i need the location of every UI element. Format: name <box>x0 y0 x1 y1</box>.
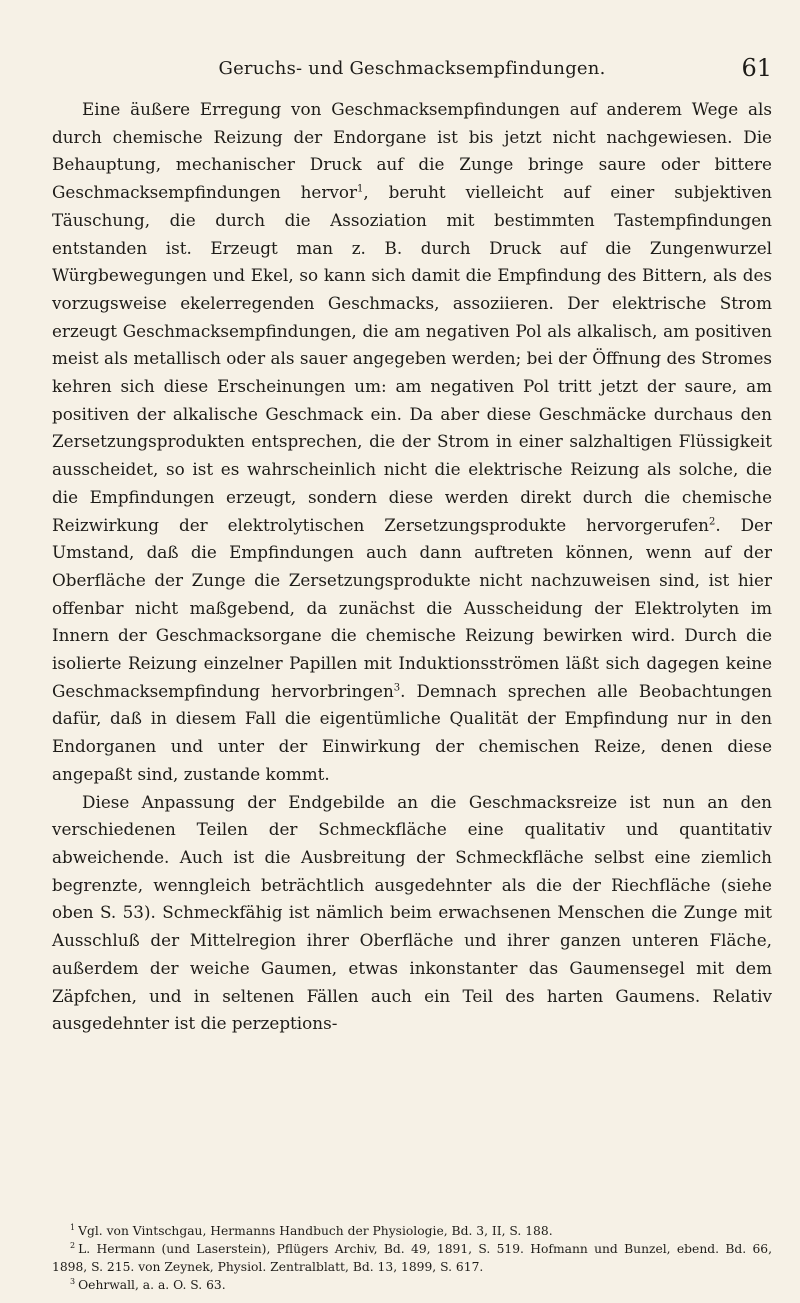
footnote-divider <box>52 1210 772 1211</box>
footnote-ref: 2 <box>708 515 716 527</box>
paragraph <box>52 789 772 1038</box>
footnote-mark: 2 <box>70 1240 76 1250</box>
running-title: Geruchs- und Geschmacksempfindungen. <box>218 58 606 79</box>
footnote-text: Vgl. von Vintschgau, Hermanns Handbuch der Physiologie, Bd. 3, II, S. 188. <box>78 1224 553 1238</box>
text-run: Eine äußere Erregung von Geschmacksempfindungen auf anderem Wege als durch chemische Reizung der Endorgane ist bis jetzt nicht nachgewiesen. Die Behauptung, mechanischer Druck auf die Zunge bringe saure oder bittere Geschmacksempfindungen hervor <box>52 99 772 203</box>
page-number: 61 <box>741 54 772 82</box>
footnote <box>52 1240 772 1276</box>
footnote-mark: 1 <box>70 1222 76 1232</box>
text-run: . Demnach sprechen alle Beobachtungen dafür, daß in diesem Fall die eigentümliche Qualität der Empfindung nur in den Endorganen und unter der Einwirkung der chemischen Reize, denen diese angepaßt sind, zustande kommt. <box>52 680 772 784</box>
running-head <box>52 52 772 82</box>
footnote-ref: 1 <box>356 183 364 195</box>
paragraph <box>52 96 772 789</box>
footnote-mark: 3 <box>70 1276 76 1286</box>
footnote-ref: 3 <box>393 682 401 694</box>
footnote-text: L. Hermann (und Laserstein), Pflügers Archiv, Bd. 49, 1891, S. 519. Hofmann und Bunzel, ebend. Bd. 66, 1898, S. 215. von Zeynek, Physiol. Zentralblatt, Bd. 13, 1899, S. 617. <box>52 1242 772 1274</box>
text-run: Diese Anpassung der Endgebilde an die Geschmacksreize ist nun an den verschiedenen Teilen der Schmeckfläche eine qualitativ und quantitativ abweichende. Auch ist die Ausbreitung der Schmeckfläche selbst eine ziemlich begrenzte, wenngleich beträchtlich ausgedehnter als die der Riechfläche (siehe oben S. 53). Schmeckfähig ist nämlich beim erwachsenen Menschen die Zunge mit Ausschluß der Mittelregion ihrer Oberfläche und ihrer ganzen unteren Fläche, außerdem der weiche Gaumen, etwas inkonstanter das Gaumensegel mit dem Zäpfchen, und in seltenen Fällen auch ein Teil des harten Gaumens. Relativ ausgedehnter ist die perzeptions- <box>52 791 772 1034</box>
footnote-text: Oehrwall, a. a. O. S. 63. <box>78 1278 226 1292</box>
body-text <box>52 96 772 1038</box>
text-run: , beruht vielleicht auf einer subjektiven Täuschung, die durch die Assoziation mit bestimmten Tastempfindungen entstanden ist. Erzeugt man z. B. durch Druck auf die Zungenwurzel Würgbewegungen und Ekel, so kann sich damit die Empfindung des Bittern, als des vorzugsweise ekelerregenden Geschmacks, assoziieren. Der elektrische Strom erzeugt Geschmacksempfindungen, die am negativen Pol als alkalisch, am positiven meist als metallisch oder als sauer angegeben werden; bei der Öffnung des Stromes kehren sich diese Erscheinungen um: am negativen Pol tritt jetzt der saure, am positiven der alkalische Geschmack ein. Da aber diese Geschmäcke durchaus den Zersetzungsprodukten entsprechen, die der Strom in einer salzhaltigen Flüssigkeit ausscheidet, so ist es wahrscheinlich nicht die elektrische Reizung als solche, die die Empfindungen erzeugt, sondern diese werden direkt durch die chemische Reizwirkung der elektrolytischen Zersetzungsprodukte hervorgerufen <box>52 182 772 535</box>
text-run: . Der Umstand, daß die Empfindungen auch dann auftreten können, wenn auf der Oberfläche der Zunge die Zersetzungsprodukte nicht nachzuweisen sind, ist hier offenbar nicht maßgebend, da zunächst die Ausscheidung der Elektrolyten im Innern der Geschmacksorgane die chemische Reizung bewirken wird. Durch die isolierte Reizung einzelner Papillen mit Induktionsströmen läßt sich dagegen keine Geschmacksempfindung hervorbringen <box>52 514 772 701</box>
footnote <box>52 1222 772 1240</box>
footnotes <box>52 1222 772 1294</box>
footnote <box>52 1276 772 1294</box>
